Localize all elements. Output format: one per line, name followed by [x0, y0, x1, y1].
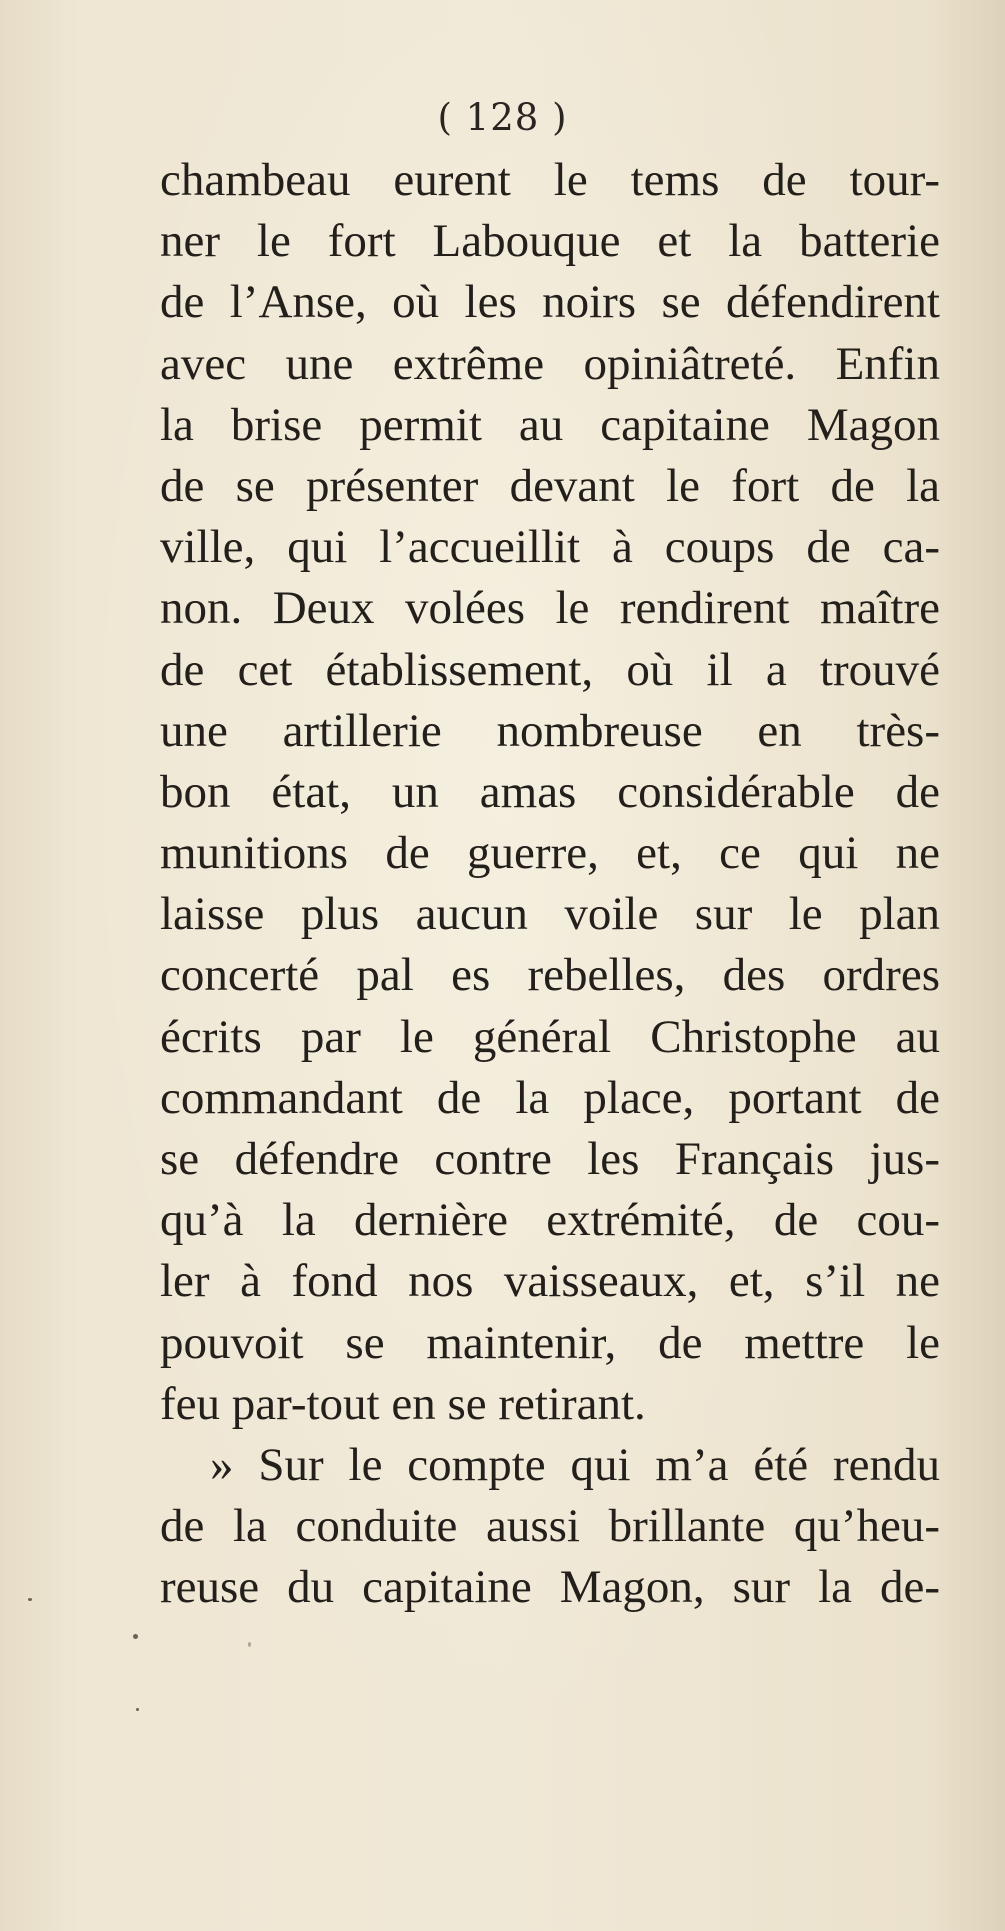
text-line: de cet établissement, où il a trouvé	[160, 643, 940, 696]
text-line: qu’à la dernière extrémité, de cou-	[160, 1194, 940, 1247]
text-line: ner le fort Labouque et la batterie	[160, 215, 940, 268]
text-line: avec une extrême opiniâtreté. Enfin	[160, 337, 940, 390]
text-line: non. Deux volées le rendirent maître	[160, 582, 940, 635]
text-line: ville, qui l’accueillit à coups de ca-	[160, 521, 940, 574]
text-line: de la conduite aussi brillante qu’heu-	[160, 1500, 940, 1553]
text-line: la brise permit au capitaine Magon	[160, 398, 940, 451]
paragraph-start-line: » Sur le compte qui m’a été rendu	[210, 1438, 940, 1491]
text-line: de se présenter devant le fort de la	[160, 459, 940, 512]
body-text	[160, 150, 940, 1619]
text-line: écrits par le général Christophe au	[160, 1010, 940, 1063]
text-line: se défendre contre les Français jus-	[160, 1133, 940, 1185]
text-line: ler à fond nos vaisseaux, et, s’il ne	[160, 1255, 940, 1308]
paper-speck	[248, 1642, 251, 1647]
paper-speck	[28, 1598, 32, 1601]
text-line: une artillerie nombreuse en très-	[160, 704, 940, 757]
text-line: laisse plus aucun voile sur le plan	[160, 888, 940, 941]
text-line: chambeau eurent le tems de tour-	[160, 154, 940, 206]
page-number: ( 128 )	[437, 96, 568, 139]
text-line: de l’Anse, où les noirs se défendirent	[160, 276, 940, 329]
text-line: commandant de la place, portant de	[160, 1071, 940, 1124]
paper-speck	[136, 1708, 139, 1711]
text-line: bon état, un amas considérable de	[160, 765, 940, 818]
paragraph-end-line: feu par-tout en se retirant.	[160, 1377, 646, 1430]
text-line: munitions de guerre, et, ce qui ne	[160, 827, 940, 880]
text-line: concerté pal es rebelles, des ordres	[160, 949, 940, 1002]
paper-speck	[133, 1634, 138, 1639]
text-line: pouvoit se maintenir, de mettre le	[160, 1316, 940, 1369]
text-line: reuse du capitaine Magon, sur la de-	[160, 1561, 940, 1614]
